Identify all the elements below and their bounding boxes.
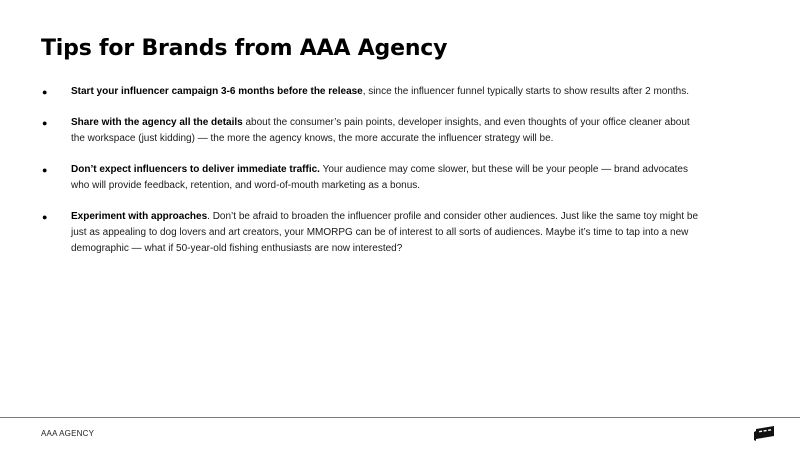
tip-text: , since the influencer funnel typically starts to show results after 2 months. <box>362 86 690 97</box>
agency-logo-icon <box>753 425 777 441</box>
tip-lead: Share with the agency all the details <box>71 117 243 128</box>
bullet-icon: ● <box>42 87 48 97</box>
tip-lead: Experiment with approaches <box>71 211 208 222</box>
tip-item-traffic-expectations <box>40 162 700 194</box>
tip-item-release-timing <box>40 84 700 100</box>
bullet-icon: ● <box>42 165 48 175</box>
tip-item-share-details <box>40 115 700 147</box>
tip-item-experiment <box>40 209 700 257</box>
tip-text: . Don’t be afraid to broaden the influencer profile and consider other audiences. Just like the same toy might be just as appealing to dog lovers and art creators, your MMORPG can be of interest to all sorts of audiences. Maybe it’s time to tap into a new demographic — what if 50-year-old fishing enthusiasts are now interested? <box>71 211 699 254</box>
footer-agency-label: AAA AGENCY <box>41 429 95 438</box>
tips-list <box>40 84 700 257</box>
tip-lead: Start your influencer campaign 3-6 months before the release <box>71 86 363 97</box>
tip-text: Your audience may come slower, but these will be your people — brand advocates who will provide feedback, retention, and word-of-mouth marketing as a bonus. <box>71 164 688 191</box>
bullet-icon: ● <box>42 118 48 128</box>
tip-lead: Don’t expect influencers to deliver immediate traffic. <box>71 164 320 175</box>
slide-title: Tips for Brands from AAA Agency <box>41 36 448 61</box>
tip-text: about the consumer’s pain points, developer insights, and even thoughts of your office cleaner about the workspace (just kidding) — the more the agency knows, the more accurate the influencer strategy will be. <box>71 117 690 144</box>
bullet-icon: ● <box>42 212 48 222</box>
footer-divider <box>0 417 800 418</box>
